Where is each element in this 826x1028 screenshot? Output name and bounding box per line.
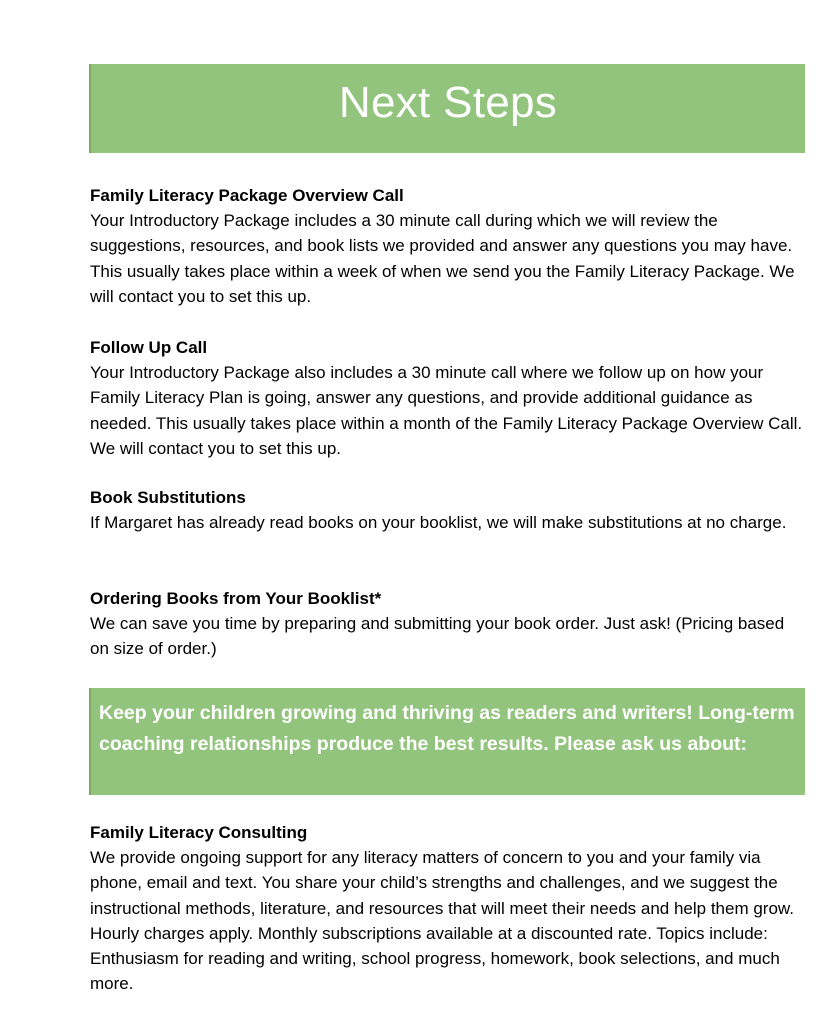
title-banner xyxy=(89,64,805,153)
section-body: Your Introductory Package also includes a 30 minute call where we follow up on how your Family Literacy Plan is going, answer any questions, and provide additional guidance as needed. This usually takes place within a month of the Family Literacy Package Overview Call. We will contact you to set this up. xyxy=(90,363,803,458)
section-follow-up-call xyxy=(90,335,805,461)
callout-banner xyxy=(89,688,805,795)
section-overview-call xyxy=(90,183,805,309)
section-body: Your Introductory Package includes a 30 minute call during which we will review the suggestions, resources, and book lists we provided and answer any questions you may have. This usually takes place within a week of when we send you the Family Literacy Package. We will contact you to set this up. xyxy=(90,211,795,306)
section-heading: Follow Up Call xyxy=(90,338,208,357)
section-heading: Ordering Books from Your Booklist* xyxy=(90,589,382,608)
section-heading: Family Literacy Consulting xyxy=(90,823,308,842)
section-family-literacy-consulting xyxy=(90,820,805,996)
callout-text: Keep your children growing and thriving as readers and writers! Long-term coaching relationships produce the best results. Please ask us about: xyxy=(99,702,795,755)
section-body: We provide ongoing support for any literacy matters of concern to you and your family via phone, email and text. You share your child’s strengths and challenges, and we suggest the instructional methods, literature, and resources that will meet their needs and help them grow. Hourly charges apply. Monthly subscriptions available at a discounted rate. Topics include: Enthusiasm for reading and writing, school progress, homework, book selections, and much more. xyxy=(90,848,794,994)
section-book-substitutions xyxy=(90,485,805,535)
section-body: If Margaret has already read books on your booklist, we will make substitutions at no charge. xyxy=(90,513,787,533)
section-heading: Family Literacy Package Overview Call xyxy=(90,186,404,205)
section-heading: Book Substitutions xyxy=(90,488,246,507)
section-ordering-books xyxy=(90,586,805,662)
section-body: We can save you time by preparing and submitting your book order. Just ask! (Pricing based on size of order.) xyxy=(90,614,785,659)
page-title: Next Steps xyxy=(338,77,558,127)
